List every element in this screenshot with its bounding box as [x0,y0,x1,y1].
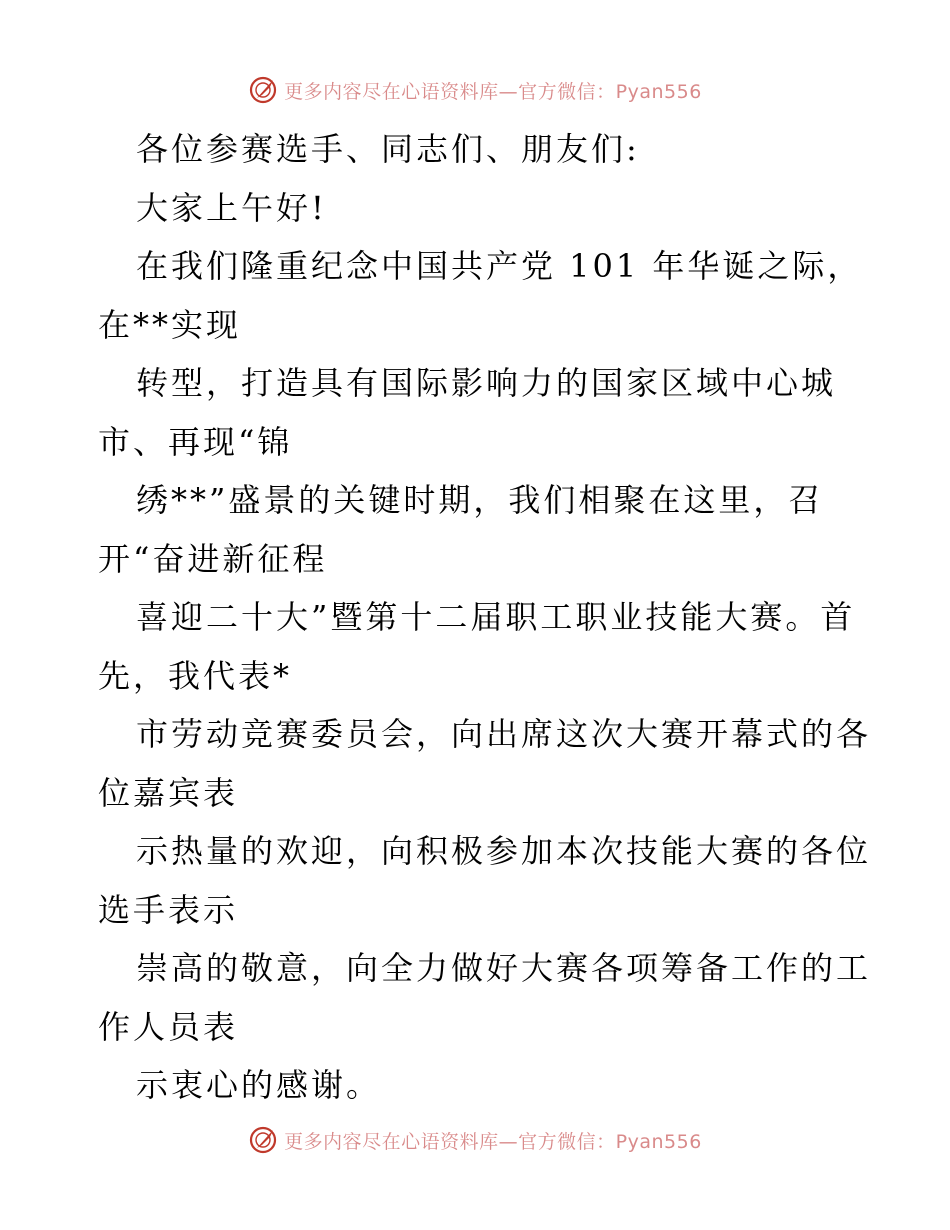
paragraph-line: 崇高的敬意，向全力做好大赛各项筹备工作的工 [136,949,872,987]
salutation-line: 各位参赛选手、同志们、朋友们: [136,130,640,168]
quill-seal-icon [248,1125,278,1155]
document-body [98,120,872,1115]
paragraph-line: 作人员表 [98,1007,239,1046]
paragraph-line: 市劳动竞赛委员会，向出席这次大赛开幕式的各 [136,715,872,753]
paragraph-line: 选手表示 [98,890,239,929]
footer-watermark [0,1122,950,1158]
paragraph-line: 示热量的欢迎，向积极参加本次技能大赛的各位 [136,832,872,870]
paragraph-line: 开“奋进新征程 [98,539,328,578]
header-watermark [0,72,950,108]
greeting-line: 大家上午好! [136,188,327,227]
paragraph-line: 绣**”盛景的关键时期，我们相聚在这里，召 [136,481,824,519]
watermark-text: 更多内容尽在心语资料库—官方微信：Pyan556 [284,80,702,103]
watermark-text: 更多内容尽在心语资料库—官方微信：Pyan556 [284,1130,702,1153]
paragraph-line: 喜迎二十大”暨第十二届职工职业技能大赛。首 [136,598,856,636]
paragraph-line: 在我们隆重纪念中国共产党 101 年华诞之际， [136,247,863,285]
paragraph-line: 示衷心的感谢。 [136,1066,382,1104]
paragraph-line: 在**实现 [98,305,242,344]
paragraph-line: 市、再现“锦 [98,422,293,461]
paragraph-line: 转型，打造具有国际影响力的国家区域中心城 [136,364,837,402]
paragraph-line: 位嘉宾表 [98,773,239,812]
paragraph-line: 先，我代表* [98,656,293,695]
quill-seal-icon [248,75,278,105]
